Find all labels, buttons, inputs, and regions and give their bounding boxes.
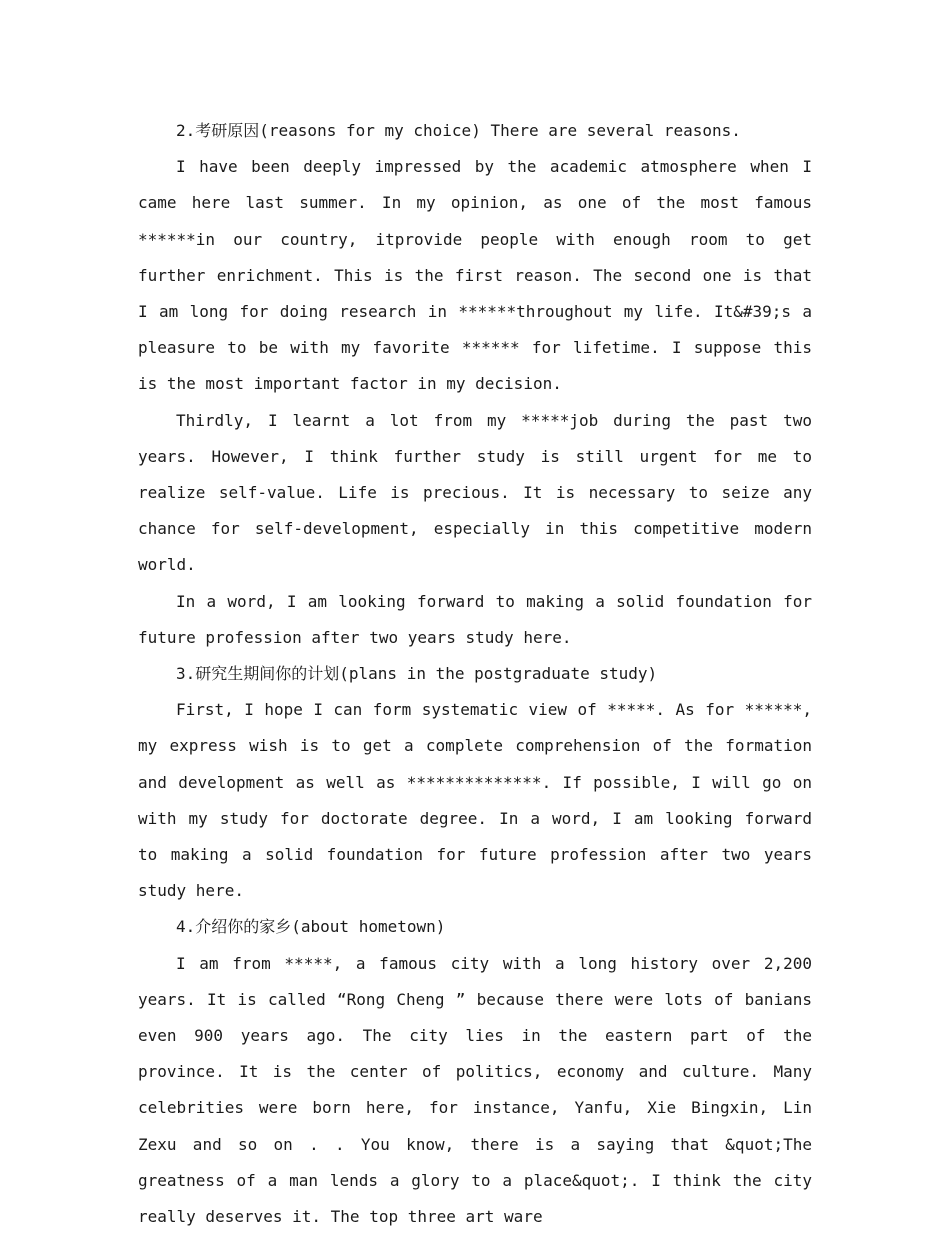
paragraph-plans: First, I hope I can form systematic view of *****. As for ******, my express wish is to get a complete comprehension of the formation and development as well as **************. If possible, I will go on with my study for doctorate degree. In a word, I am looking forward to making a solid foundation for future profession after two years study here. (138, 700, 812, 901)
paragraph-impressed: I have been deeply impressed by the academic atmosphere when I came here last summer. In my opinion, as one of the most famous ******in our country, itprovide people with enough room to get further enrichment. This is the first reason. The second one is that I am long for doing research in ******throughout my life. It&#39;s a pleasure to be with my favorite ****** for lifetime. I suppose this is the most important factor in my decision. (138, 157, 812, 394)
paragraph-in-a-word: In a word, I am looking forward to making a solid foundation for future profession after two years study here. (138, 591, 812, 647)
section-heading-reasons: 2.考研原因(reasons for my choice) There are several reasons. (176, 121, 741, 140)
paragraph-hometown: I am from *****, a famous city with a long history over 2,200 years. It is called “Rong Cheng ” because there were lots of banians even 900 years ago. The city lies in the eastern part of the province. It is the center of politics, economy and culture. Many celebrities were born here, for instance, Yanfu, Xie Bingxin, Lin Zexu and so on . . You know, there is a saying that &quot;The greatness of a man lends a glory to a place&quot;. I think the city really deserves it. The top three art ware (138, 953, 812, 1227)
section-heading-hometown: 4.介绍你的家乡(about hometown) (176, 917, 446, 937)
paragraph-thirdly: Thirdly, I learnt a lot from my *****job during the past two years. However, I think further study is still urgent for me to realize self-value. Life is precious. It is necessary to seize any chance for self-development, especially in this competitive modern world. (138, 410, 812, 575)
section-heading-plans: 3.研究生期间你的计划(plans in the postgraduate study) (176, 664, 658, 684)
document-body (138, 113, 812, 1235)
